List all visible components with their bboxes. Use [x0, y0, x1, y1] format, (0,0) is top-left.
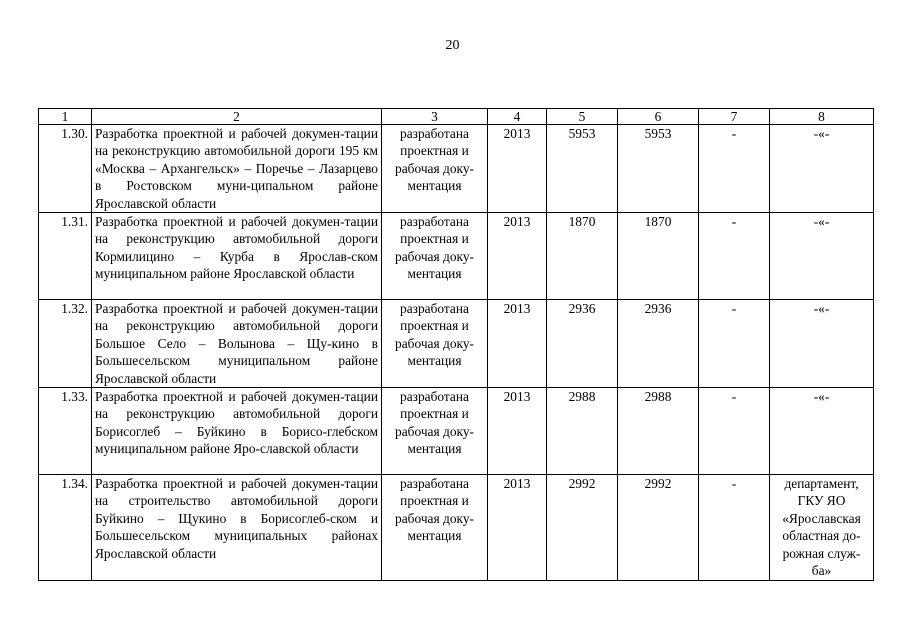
responsible-cell: департамент, ГКУ ЯО «Ярославская областная до-рожная служ-ба»	[770, 475, 874, 580]
work-name: Разработка проектной и рабочей докумен-тации на реконструкцию автомобильной дороги 195 км «Москва – Архангельск» – Поречье – Лазарцево в Ростовском муни-ципальном районе Ярославской области	[92, 125, 382, 213]
amount-cell: 5953	[547, 125, 618, 213]
year-cell: 2013	[488, 125, 547, 213]
amount-cell: 2936	[618, 300, 699, 388]
table-row	[39, 388, 874, 475]
column-header: 8	[770, 109, 874, 125]
responsible-cell: -«-	[770, 125, 874, 213]
column-header: 1	[39, 109, 92, 125]
work-status: разработана проектная и рабочая доку-ментация	[382, 125, 488, 213]
column-header: 4	[488, 109, 547, 125]
column-header: 3	[382, 109, 488, 125]
table-row	[39, 475, 874, 580]
responsible-cell: -«-	[770, 213, 874, 300]
year-cell: 2013	[488, 300, 547, 388]
work-status: разработана проектная и рабочая доку-ментация	[382, 213, 488, 300]
work-name: Разработка проектной и рабочей докумен-тации на реконструкцию автомобильной дороги Кормилицино – Курба в Ярослав-ском муниципальном районе Ярославской области	[92, 213, 382, 300]
column-header: 2	[92, 109, 382, 125]
table-header-row	[39, 109, 874, 125]
table-row	[39, 125, 874, 213]
table-row	[39, 300, 874, 388]
document-table	[38, 108, 874, 581]
column-header: 6	[618, 109, 699, 125]
column-header: 7	[699, 109, 770, 125]
row-number: 1.34.	[39, 475, 92, 580]
amount-cell: -	[699, 388, 770, 475]
responsible-cell: -«-	[770, 300, 874, 388]
year-cell: 2013	[488, 213, 547, 300]
row-number: 1.30.	[39, 125, 92, 213]
amount-cell: -	[699, 213, 770, 300]
amount-cell: 1870	[618, 213, 699, 300]
row-number: 1.32.	[39, 300, 92, 388]
table-row	[39, 213, 874, 300]
amount-cell: 2988	[618, 388, 699, 475]
amount-cell: 1870	[547, 213, 618, 300]
amount-cell: 2992	[547, 475, 618, 580]
work-status: разработана проектная и рабочая доку-ментация	[382, 300, 488, 388]
work-name: Разработка проектной и рабочей докумен-тации на реконструкцию автомобильной дороги Борисоглеб – Буйкино в Борисо-глебском муниципальном районе Яро-славской области	[92, 388, 382, 475]
amount-cell: -	[699, 125, 770, 213]
amount-cell: -	[699, 475, 770, 580]
work-name: Разработка проектной и рабочей докумен-тации на строительство автомобильной дороги Буйкино – Щукино в Борисоглеб-ском и Большесельском муниципальных районах Ярославской области	[92, 475, 382, 580]
work-status: разработана проектная и рабочая доку-ментация	[382, 475, 488, 580]
amount-cell: -	[699, 300, 770, 388]
year-cell: 2013	[488, 475, 547, 580]
responsible-cell: -«-	[770, 388, 874, 475]
amount-cell: 5953	[618, 125, 699, 213]
amount-cell: 2936	[547, 300, 618, 388]
row-number: 1.31.	[39, 213, 92, 300]
row-number: 1.33.	[39, 388, 92, 475]
amount-cell: 2992	[618, 475, 699, 580]
year-cell: 2013	[488, 388, 547, 475]
work-name: Разработка проектной и рабочей докумен-тации на реконструкцию автомобильной дороги Большое Село – Волынова – Щу-кино в Большесельском муниципальном районе Ярославской области	[92, 300, 382, 388]
work-status: разработана проектная и рабочая доку-ментация	[382, 388, 488, 475]
page-number: 20	[445, 38, 460, 53]
amount-cell: 2988	[547, 388, 618, 475]
column-header: 5	[547, 109, 618, 125]
